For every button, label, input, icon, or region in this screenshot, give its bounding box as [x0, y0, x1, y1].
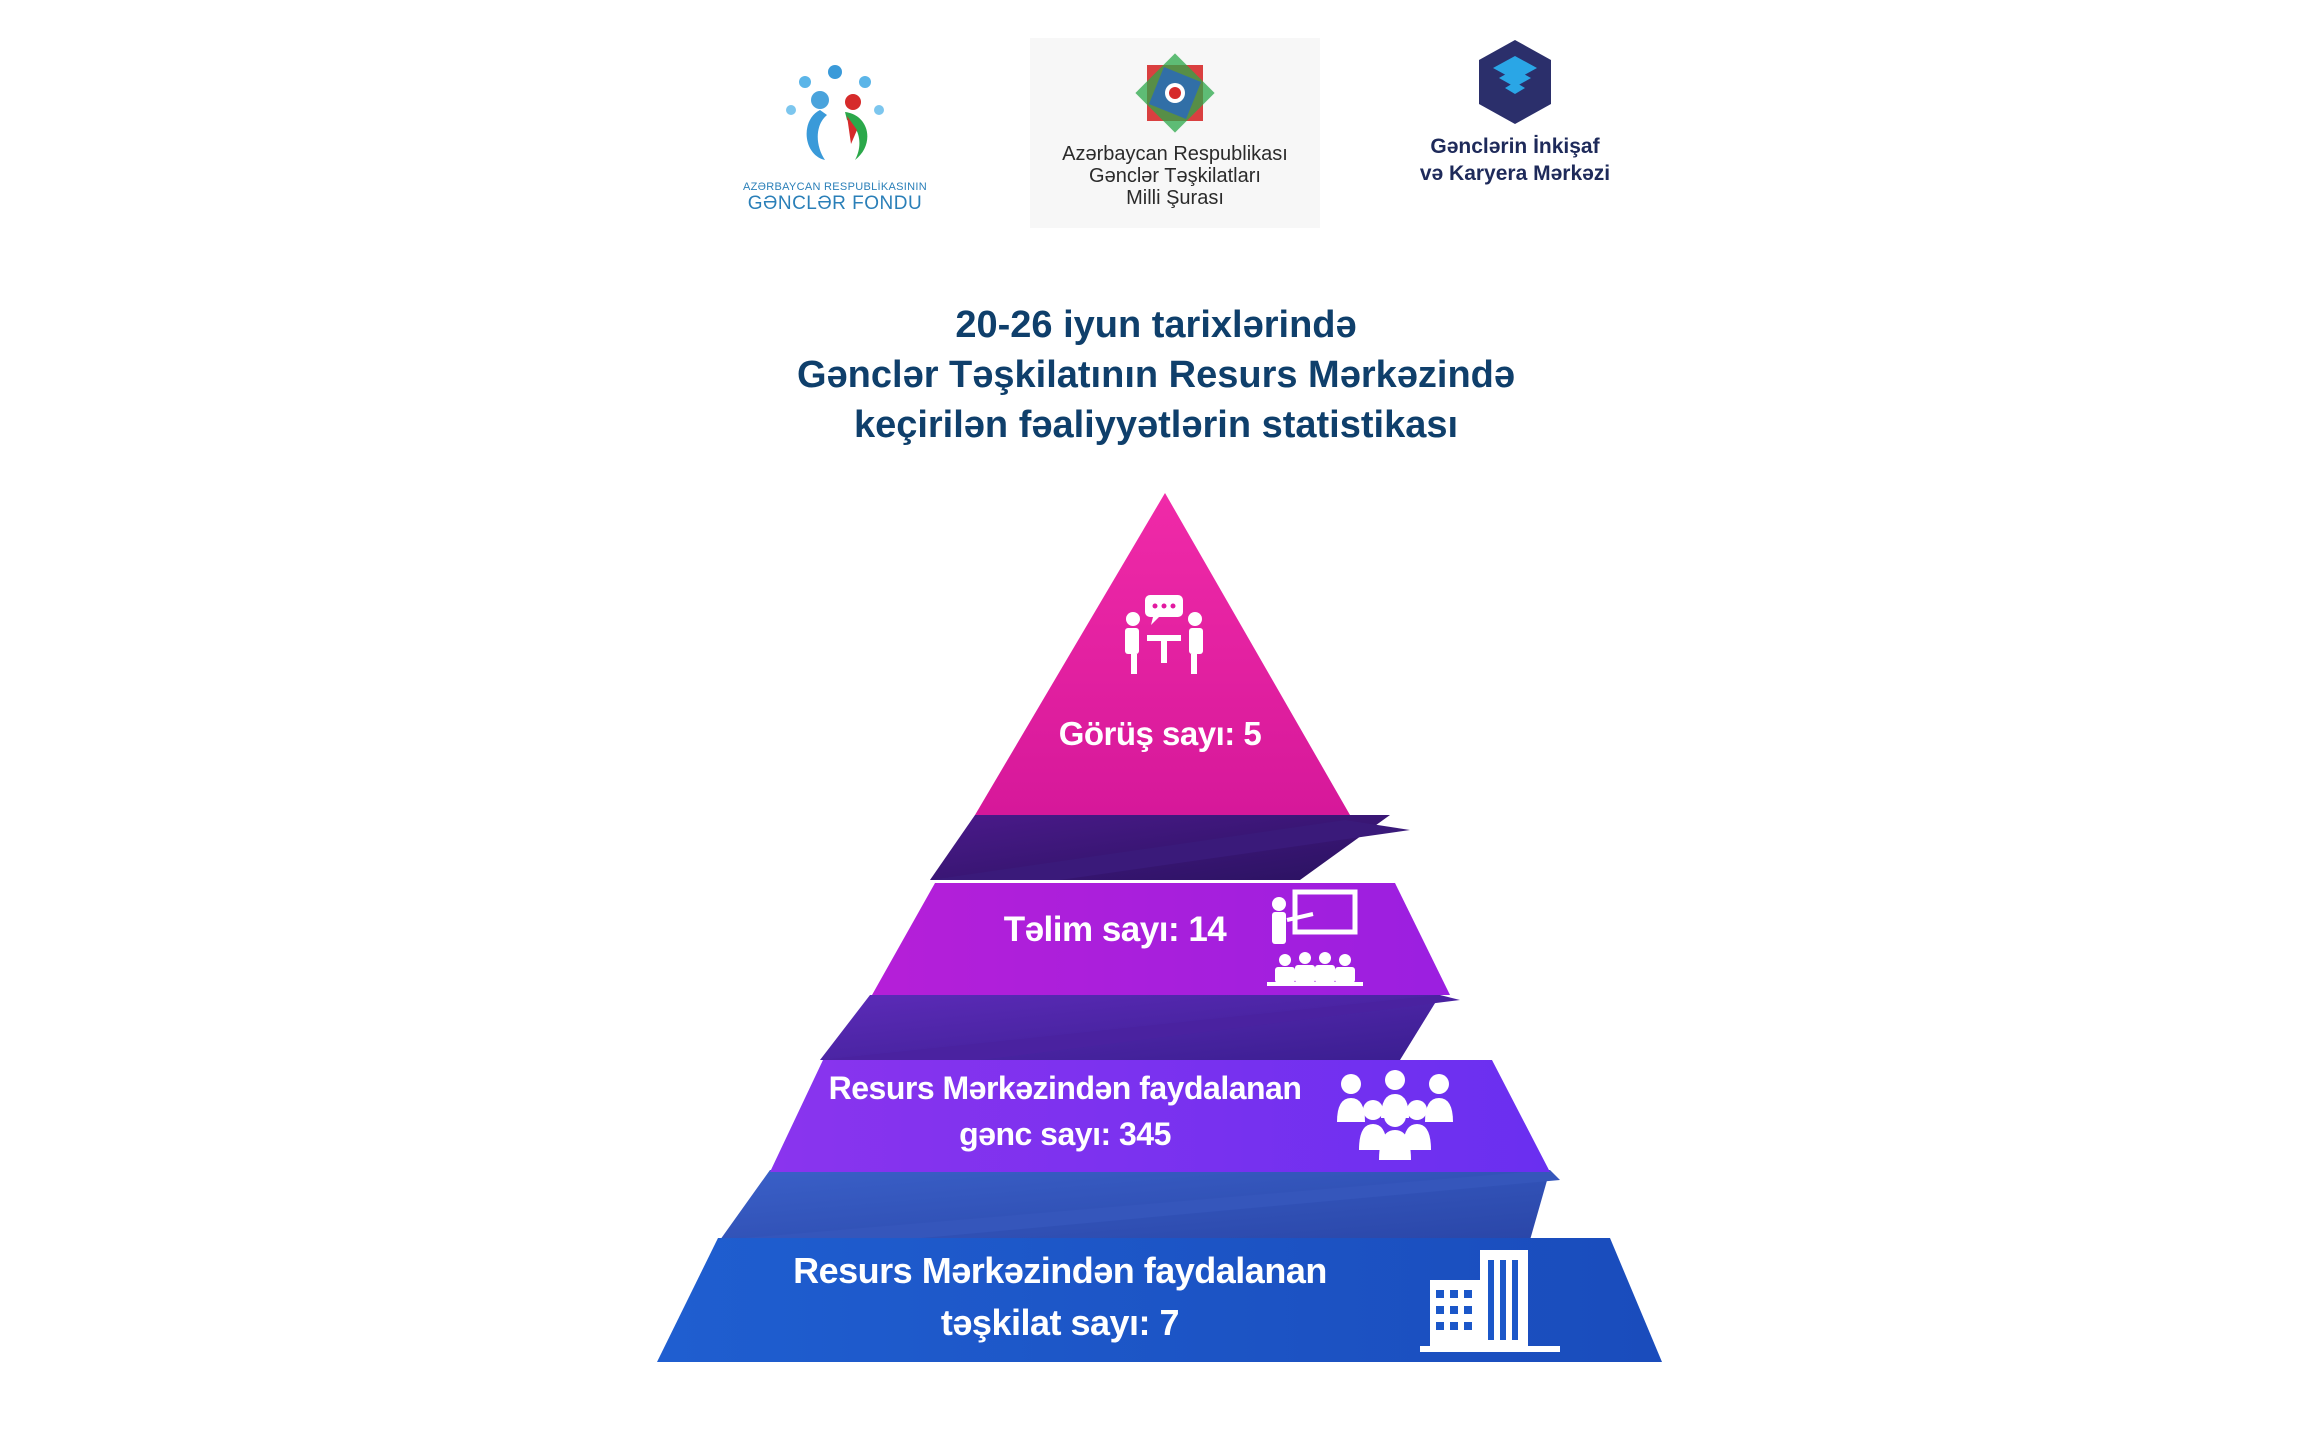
logo-right-line1: Gənclərin İnkişaf	[1430, 135, 1600, 158]
tier-4-label-line1: Resurs Mərkəzindən faydalanan	[793, 1250, 1327, 1291]
tier-1-label: Görüş sayı: 5	[1058, 715, 1262, 752]
logo-left-small-text: AZƏRBAYCAN RESPUBLİKASININ	[743, 181, 927, 193]
logo-left-name: GƏNCLƏR FONDU	[747, 193, 923, 214]
tier-3-label-line2: gənc sayı: 345	[959, 1116, 1171, 1152]
tier-3-label	[820, 1065, 1310, 1157]
title-line3: keçirilən fəaliyyətlərin statistikası	[853, 404, 1459, 446]
title-line1: 20-26 iyun tarixlərində	[955, 304, 1357, 346]
tier-3-label-line1: Resurs Mərkəzindən faydalanan	[828, 1070, 1302, 1106]
title-line2: Gənclər Təşkilatının Resurs Mərkəzində	[796, 354, 1516, 396]
logo-right-line2: və Karyera Mərkəzi	[1419, 162, 1611, 185]
tier-4-label	[760, 1245, 1360, 1349]
tier-2-label: Təlim sayı: 14	[1003, 910, 1227, 949]
logo-center-line2: Gənclər Təşkilatları	[1089, 165, 1261, 187]
tier-4-label-line2: təşkilat sayı: 7	[940, 1302, 1180, 1343]
logo-center-line1: Azərbaycan Respublikası	[1062, 143, 1288, 165]
logo-center-line3: Milli Şurası	[1126, 187, 1224, 209]
